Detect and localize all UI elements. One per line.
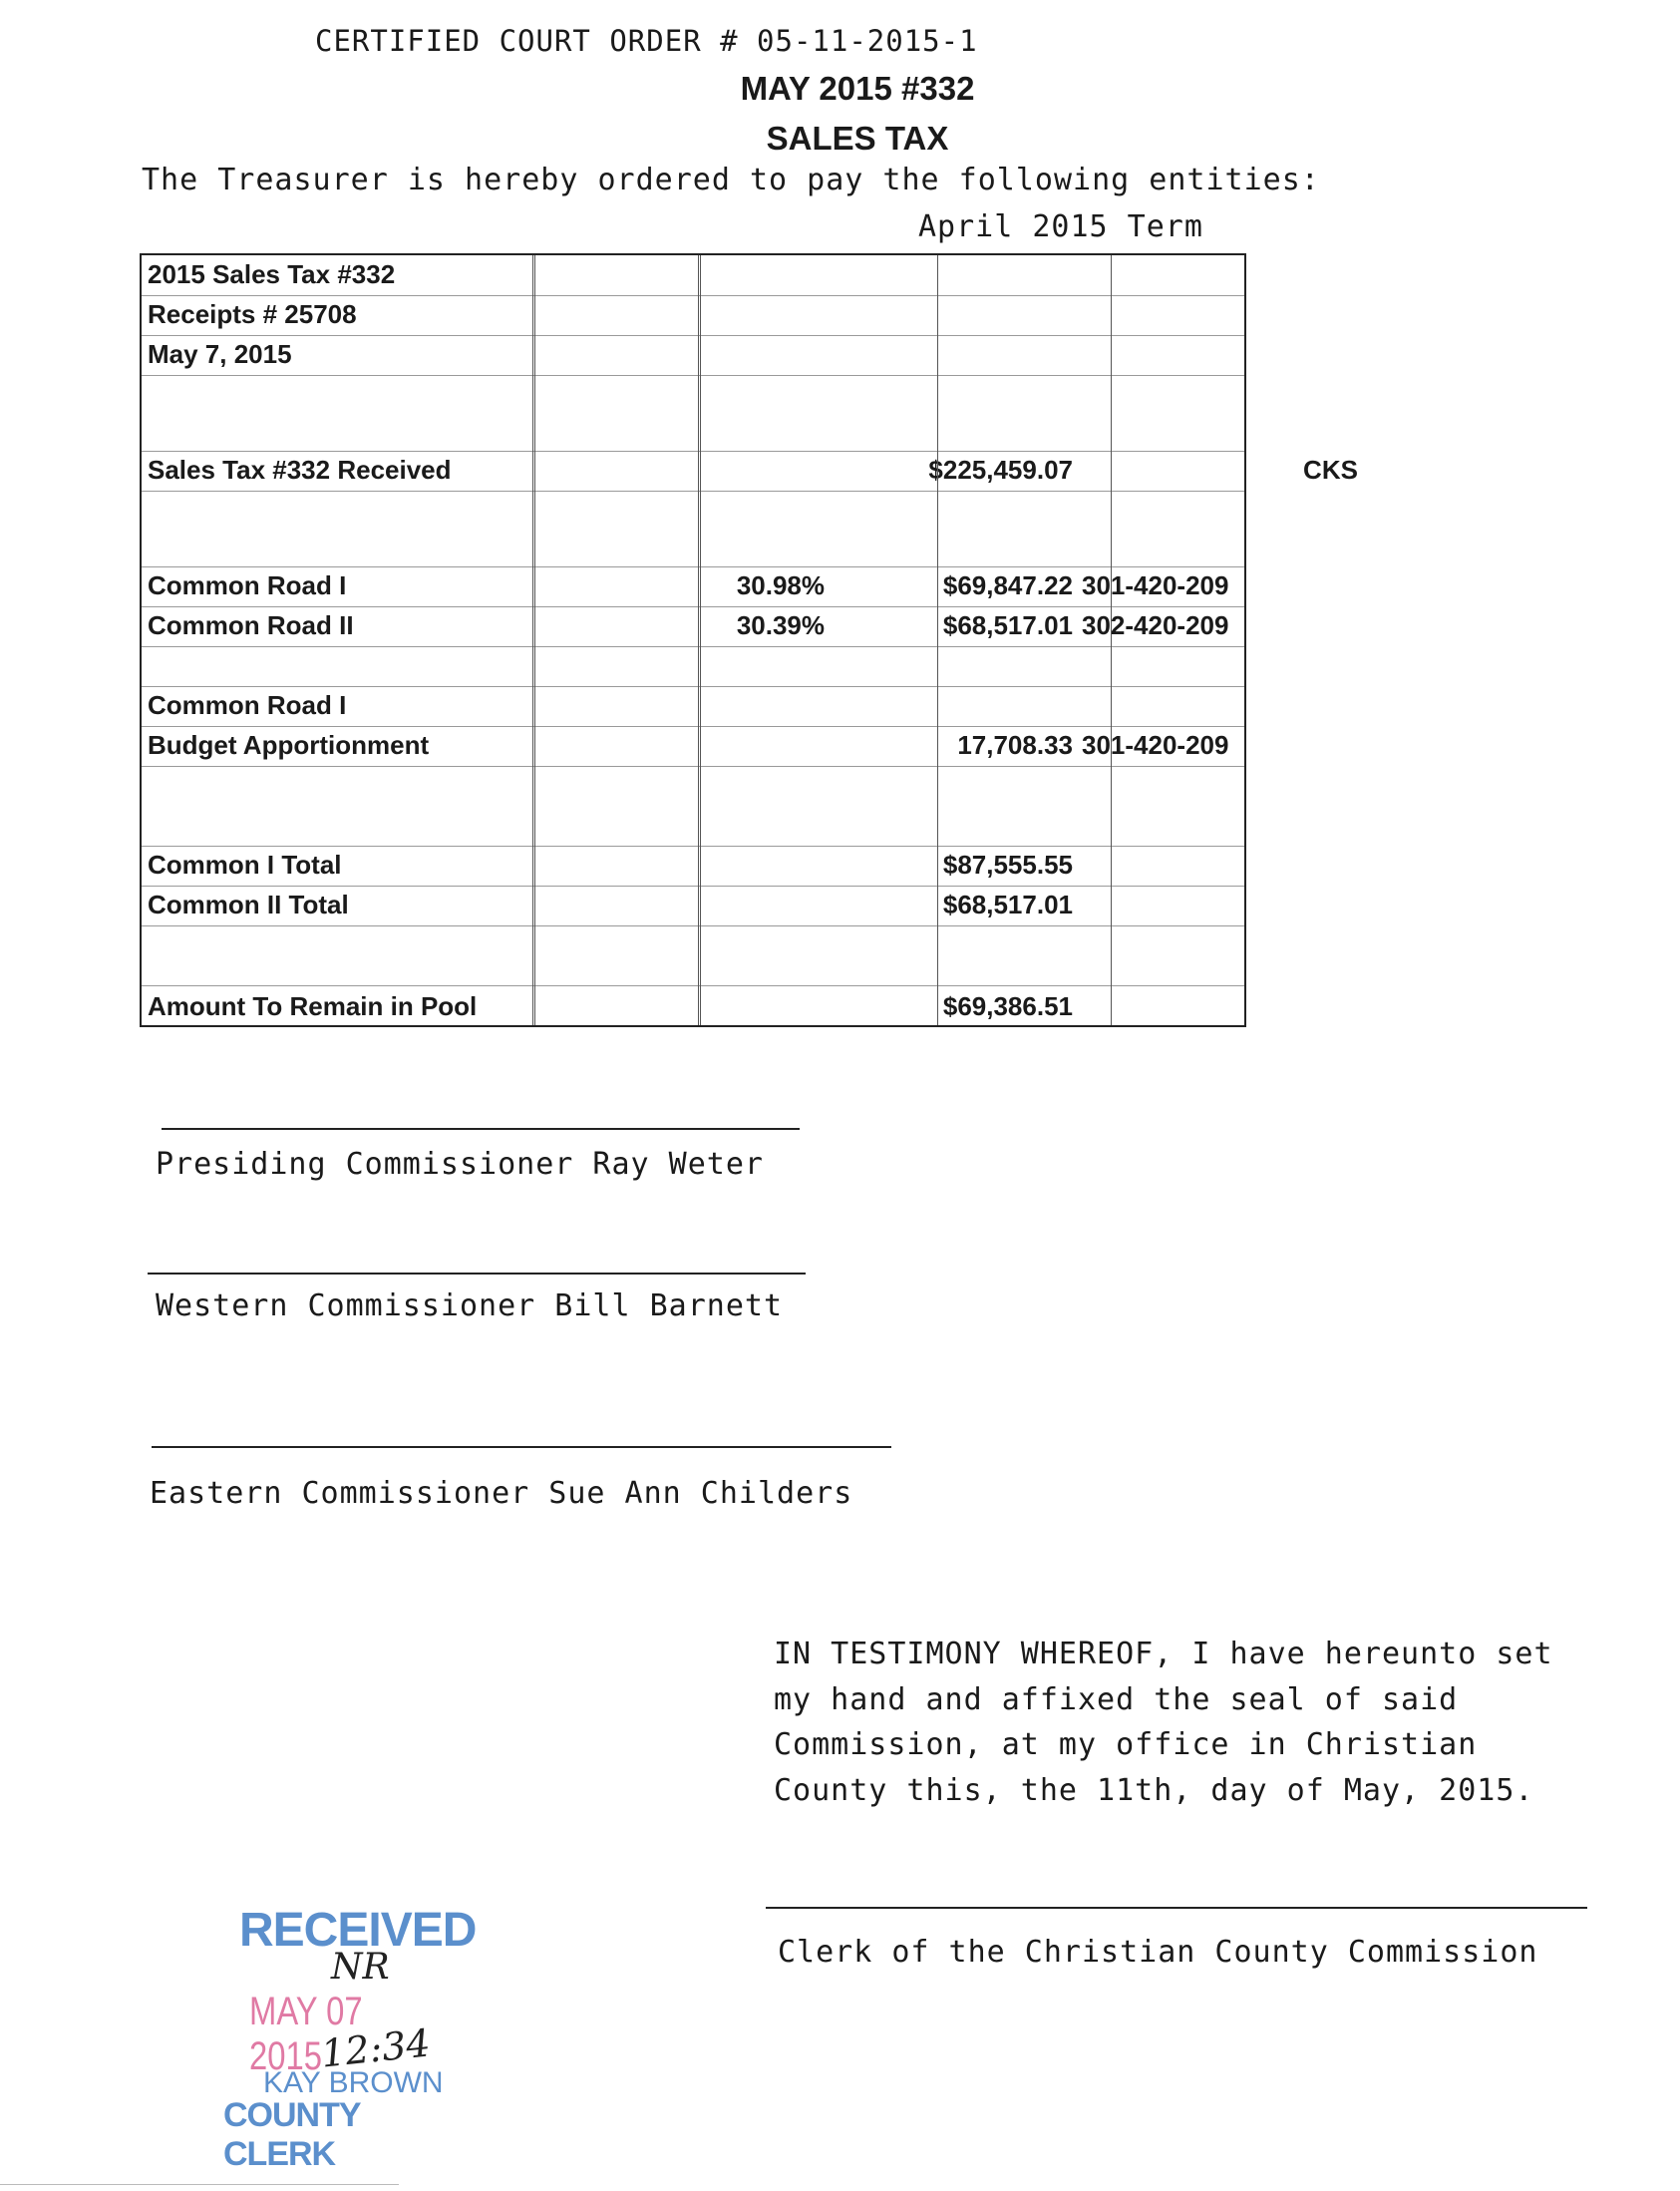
ledger-account-text: 301-420-209 bbox=[1082, 730, 1229, 760]
ledger-row bbox=[142, 726, 1244, 767]
ledger-row bbox=[142, 985, 1244, 1027]
page-edge-rule bbox=[0, 2184, 399, 2185]
court-order-number: CERTIFIED COURT ORDER # 05-11-2015-1 bbox=[315, 24, 978, 58]
ledger-row bbox=[142, 491, 1244, 567]
ledger-row bbox=[142, 766, 1244, 847]
stamp-received-text: RECEIVED bbox=[239, 1904, 477, 1957]
ledger-row-label: Common Road I bbox=[148, 690, 347, 720]
ledger-table bbox=[140, 253, 1358, 1027]
ledger-row bbox=[142, 606, 1244, 647]
ledger-column-divider bbox=[1111, 255, 1112, 1025]
ledger-row-amount: $68,517.01 bbox=[942, 890, 1073, 919]
eastern-signature-line bbox=[152, 1446, 891, 1448]
clerk-signature-line bbox=[766, 1907, 1587, 1909]
stamp-clerk-name: KAY BROWN bbox=[263, 2066, 444, 2099]
document-subtitle: SALES TAX bbox=[766, 120, 949, 157]
testimony-line: IN TESTIMONY WHEREOF, I have hereunto set bbox=[774, 1637, 1553, 1671]
ledger-row-label: Sales Tax #332 Received bbox=[148, 455, 452, 485]
presiding-commissioner-label: Presiding Commissioner Ray Weter bbox=[156, 1147, 764, 1182]
ledger-column-divider bbox=[698, 255, 701, 1025]
ledger-row-amount: $69,847.22 bbox=[942, 570, 1073, 600]
ledger-column-divider bbox=[532, 255, 535, 1025]
document-title: MAY 2015 #332 bbox=[740, 70, 975, 107]
ledger-row-label: Common II Total bbox=[148, 890, 349, 919]
ledger-row bbox=[142, 925, 1244, 986]
ledger-row-label: Common I Total bbox=[148, 850, 342, 880]
testimony-line: County this, the 11th, day of May, 2015. bbox=[774, 1772, 1534, 1808]
ledger-row-note: CKS bbox=[1303, 455, 1358, 485]
ledger-row-label: Receipts # 25708 bbox=[148, 299, 357, 329]
stamp-clerk-office: COUNTY CLERK bbox=[223, 2096, 360, 2173]
ledger-row bbox=[142, 295, 1244, 336]
received-stamp bbox=[219, 1895, 479, 2173]
presiding-signature-line bbox=[162, 1128, 800, 1130]
ledger-row bbox=[142, 886, 1244, 926]
ledger-row bbox=[142, 255, 1244, 296]
ledger-row-amount: $87,555.55 bbox=[942, 850, 1073, 880]
ledger-row-label: May 7, 2015 bbox=[148, 339, 292, 369]
ledger-row bbox=[142, 846, 1244, 887]
testimony-line: my hand and affixed the seal of said bbox=[774, 1681, 1459, 1717]
western-commissioner-label: Western Commissioner Bill Barnett bbox=[156, 1288, 784, 1323]
ledger-row-amount: $68,517.01 bbox=[942, 610, 1073, 640]
western-signature-line bbox=[148, 1273, 806, 1275]
ledger-row-percent: 30.98% bbox=[736, 570, 825, 600]
ledger-row-label: Budget Apportionment bbox=[148, 730, 430, 760]
testimony-line: Commission, at my office in Christian bbox=[774, 1727, 1478, 1762]
ledger-row-amount: 17,708.33 bbox=[957, 730, 1073, 760]
ledger-row bbox=[142, 335, 1244, 376]
ledger-row-label: Common Road II bbox=[148, 610, 354, 640]
ledger-row-percent: 30.39% bbox=[736, 610, 825, 640]
stamp-time: 12:34 bbox=[319, 2020, 433, 2076]
eastern-commissioner-label: Eastern Commissioner Sue Ann Childers bbox=[150, 1476, 853, 1511]
ledger-row bbox=[142, 375, 1244, 452]
ledger-row bbox=[142, 566, 1244, 607]
ledger-row-label: 2015 Sales Tax #332 bbox=[148, 259, 396, 289]
term-label: April 2015 Term bbox=[918, 209, 1203, 244]
ledger-row-amount: $69,386.51 bbox=[942, 991, 1073, 1021]
intro-statement: The Treasurer is hereby ordered to pay the following entities: bbox=[142, 163, 1320, 197]
testimony-paragraph bbox=[774, 1632, 1631, 1813]
stamp-initials: NR bbox=[331, 1947, 390, 1988]
clerk-label: Clerk of the Christian County Commission bbox=[778, 1935, 1538, 1970]
ledger-row-label: Common Road I bbox=[148, 570, 347, 600]
ledger-row bbox=[142, 686, 1244, 727]
ledger-row bbox=[142, 451, 1358, 492]
stamp-date: MAY 07 2015 bbox=[249, 1990, 363, 2078]
ledger-account-text: 301-420-209 bbox=[1082, 570, 1229, 600]
ledger-account-text: 302-420-209 bbox=[1082, 610, 1229, 640]
ledger-column-divider bbox=[937, 255, 938, 1025]
ledger-row-amount: $225,459.07 bbox=[928, 455, 1073, 485]
ledger-row bbox=[142, 646, 1244, 687]
ledger-row-label: Amount To Remain in Pool bbox=[148, 991, 478, 1021]
